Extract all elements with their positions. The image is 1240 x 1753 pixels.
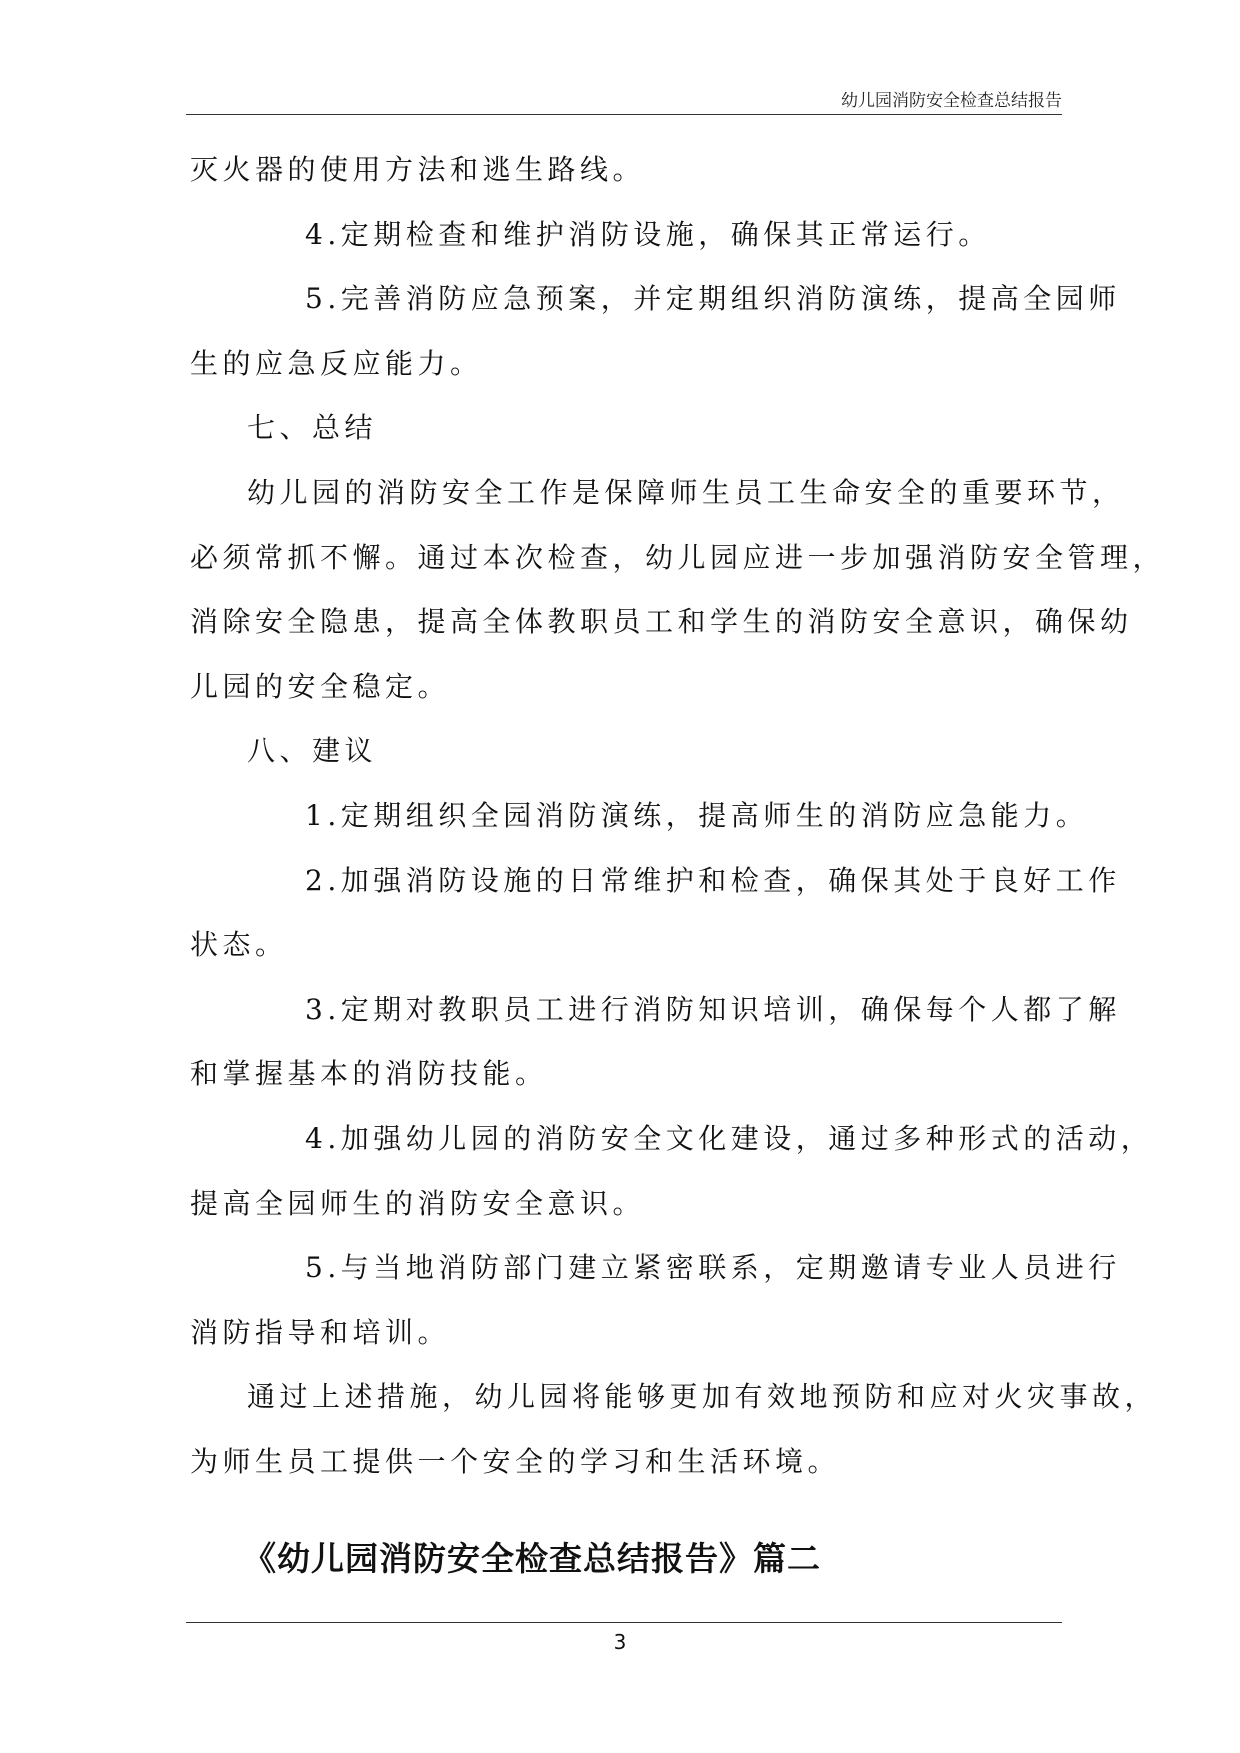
- document-body: [190, 138, 1166, 1494]
- body-line: 为师生员工提供一个安全的学习和生活环境。: [190, 1444, 841, 1478]
- body-line: 消防指导和培训。: [190, 1315, 451, 1349]
- list-item: 4.加强幼儿园的消防安全文化建设，通过多种形式的活动，: [305, 1121, 1154, 1155]
- body-line: 和掌握基本的消防技能。: [190, 1057, 548, 1091]
- section-heading-summary: 七、总结: [247, 411, 378, 445]
- header-divider: [186, 114, 1062, 115]
- body-line: 消除安全隐患，提高全体教职员工和学生的消防安全意识，确保幼: [190, 605, 1133, 639]
- body-line: 状态。: [190, 928, 288, 962]
- footer-divider: [186, 1622, 1062, 1623]
- list-item: 5.与当地消防部门建立紧密联系，定期邀请专业人员进行: [305, 1251, 1121, 1285]
- list-item: 1.定期组织全园消防演练，提高师生的消防应急能力。: [305, 798, 1089, 832]
- body-line: 灭火器的使用方法和逃生路线。: [190, 153, 646, 186]
- body-line: 提高全园师生的消防安全意识。: [190, 1186, 646, 1220]
- list-item: 4.定期检查和维护消防设施，确保其正常运行。: [305, 217, 991, 251]
- body-line: 生的应急反应能力。: [190, 346, 483, 380]
- section-title: 《幼儿园消防安全检查总结报告》篇二: [243, 1539, 821, 1578]
- list-item: 2.加强消防设施的日常维护和检查，确保其处于良好工作: [305, 863, 1121, 897]
- running-header: 幼儿园消防安全检查总结报告: [841, 91, 1062, 111]
- list-item: 5.完善消防应急预案，并定期组织消防演练，提高全园师: [305, 282, 1121, 316]
- body-line: 儿园的安全稳定。: [190, 669, 451, 703]
- page-number: 3: [613, 1630, 627, 1654]
- section-heading-suggestions: 八、建议: [247, 734, 378, 768]
- body-line: 必须常抓不懈。通过本次检查，幼儿园应进一步加强消防安全管理，: [190, 540, 1166, 574]
- paragraph-start: 幼儿园的消防安全工作是保障师生员工生命安全的重要环节，: [247, 475, 1125, 509]
- list-item: 3.定期对教职员工进行消防知识培训，确保每个人都了解: [305, 992, 1121, 1026]
- paragraph-start: 通过上述措施，幼儿园将能够更加有效地预防和应对火灾事故，: [247, 1380, 1158, 1414]
